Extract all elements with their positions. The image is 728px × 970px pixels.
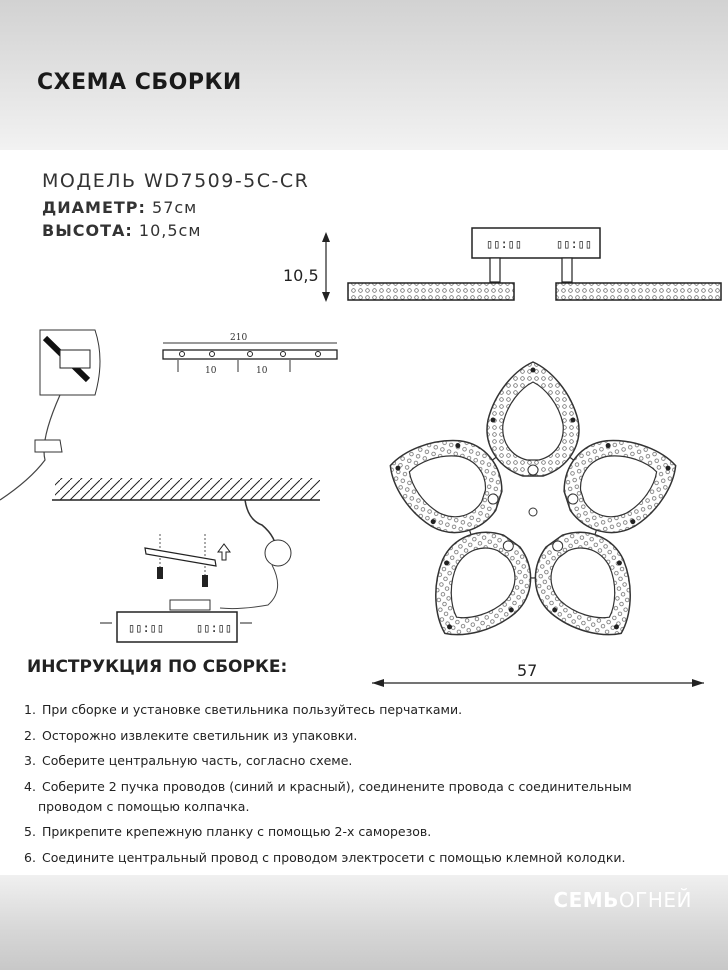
brand-logo: СЕМЬОГНЕЙ [553,888,692,912]
diameter-label: ДИАМЕТР: [42,198,146,217]
diameter-dim-label: 57 [517,661,538,680]
hole-dim-2: 10 [256,366,268,376]
bracket-view [163,333,337,376]
height-dimension: 10,5 [283,266,319,285]
diameter-value: 57см [152,198,198,217]
side-view [283,228,721,302]
list-item: 5. Прикрепите крепежную планку с помощью 2-х саморезов. [24,824,432,839]
svg-text:▯▯:▯▯: ▯▯:▯▯ [128,621,165,635]
list-item: 6. Соедините центральный провод с проводом электросети с помощью клемной колодки. [24,849,626,865]
svg-text:▯▯:▯▯: ▯▯:▯▯ [486,237,523,251]
list-item: 3. Соберите центральную часть, согласно схеме. [24,753,353,768]
svg-text:▯▯:▯▯: ▯▯:▯▯ [556,237,593,251]
height-label: ВЫСОТА: [42,221,133,240]
ceiling-section [52,478,320,609]
height-value: 10,5см [138,221,202,240]
bracket-assembly [100,534,252,642]
list-item: 4. Соберите 2 пучка проводов (синий и красный), соединените провода с соединительным проводом с помощью колпачка. [24,778,632,814]
wiring-detail [0,330,100,500]
bracket-length: 210 [230,333,248,343]
hole-dim-1: 10 [205,366,217,376]
instruction-list [24,700,714,873]
list-item: 1. При сборке и установке светильника пользуйтесь перчатками. [24,702,463,717]
diameter-dimension [372,661,704,687]
instructions-title: ИНСТРУКЦИЯ ПО СБОРКЕ: [27,657,288,677]
page-title: СХЕМА СБОРКИ [37,70,242,95]
list-item: 2. Осторожно извлеките светильник из упаковки. [24,727,358,743]
model-name: МОДЕЛЬ WD7509-5C-CR [42,170,310,192]
top-view [376,362,690,660]
svg-text:▯▯:▯▯: ▯▯:▯▯ [196,621,233,635]
